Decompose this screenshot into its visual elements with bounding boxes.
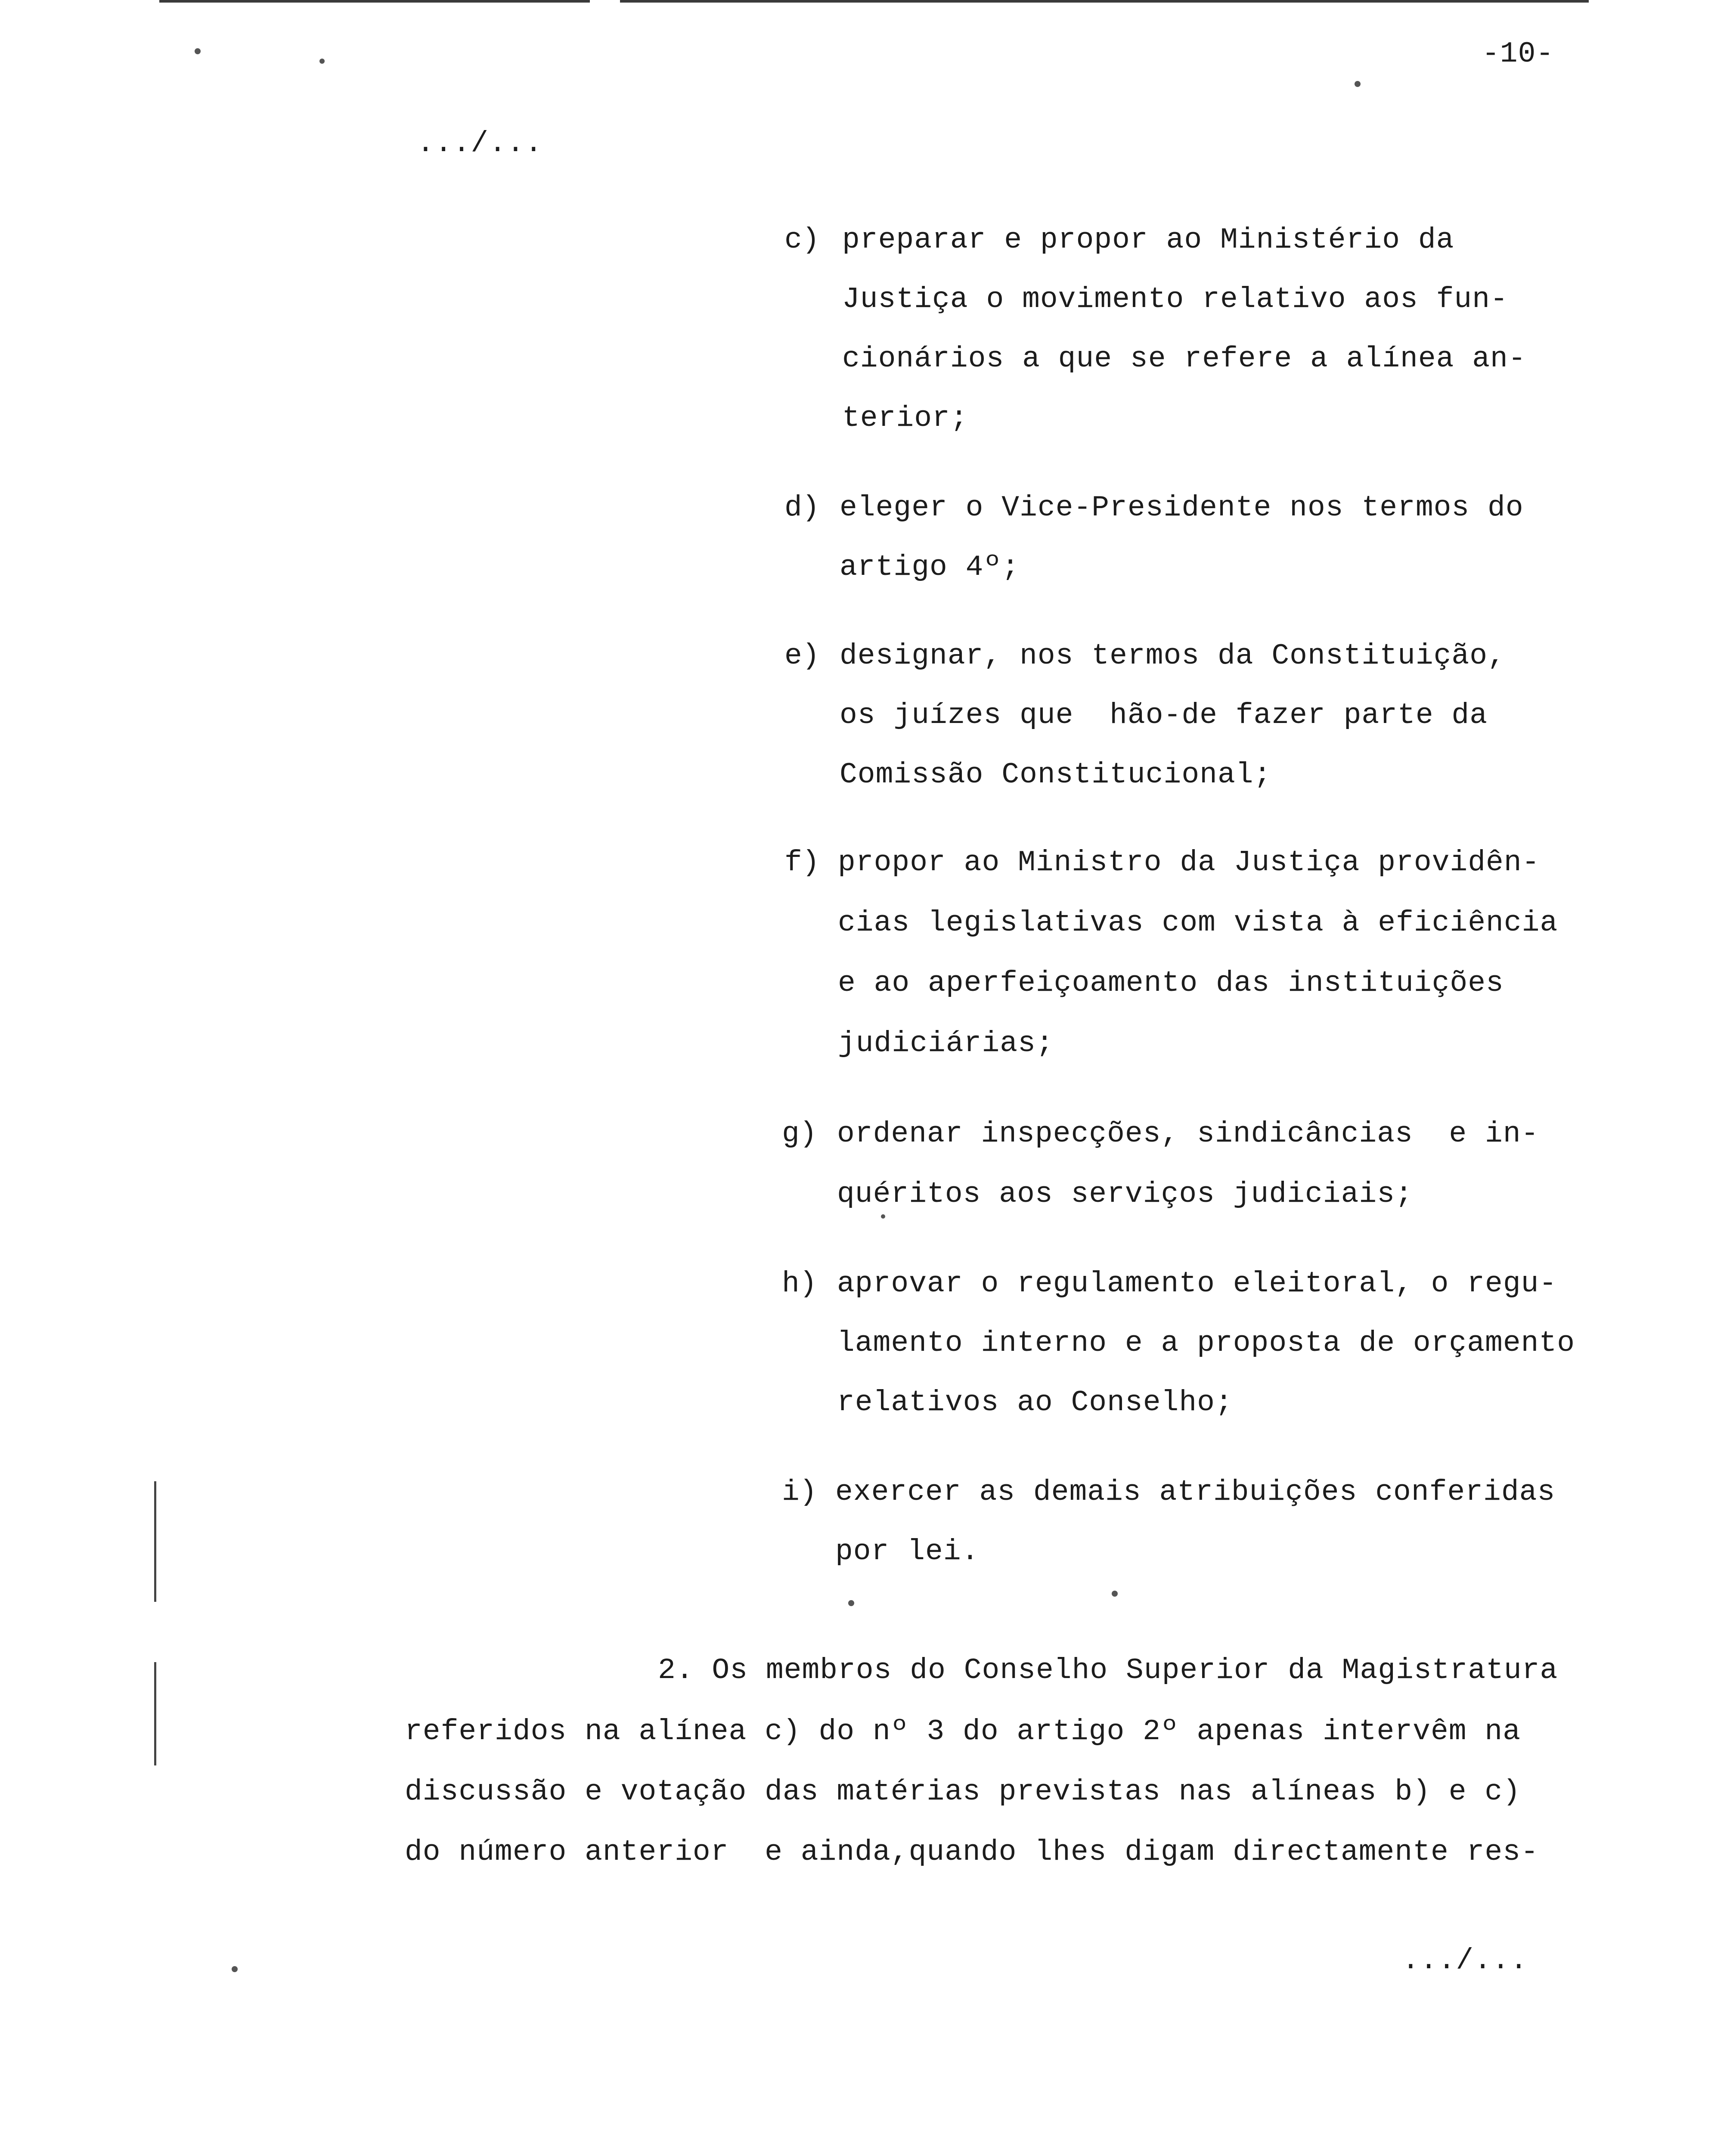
paragraph-line: referidos na alínea c) do nº 3 do artigo 2º apenas intervêm na	[405, 1715, 1521, 1748]
item-line: Comissão Constitucional;	[840, 758, 1272, 791]
item-line: cias legislativas com vista à eficiência	[838, 906, 1558, 940]
page-number: -10-	[1482, 37, 1554, 71]
scan-speck	[881, 1214, 885, 1219]
item-line: designar, nos termos da Constituição,	[840, 639, 1506, 673]
paragraph-line: do número anterior e ainda,quando lhes digam directamente res-	[405, 1836, 1539, 1869]
paragraph-line: discussão e votação das matérias previstas nas alíneas b) e c)	[405, 1775, 1521, 1809]
item-line: artigo 4º;	[840, 551, 1020, 584]
paragraph-line: 2. Os membros do Conselho Superior da Magistratura	[658, 1654, 1558, 1687]
scan-margin-mark	[154, 1662, 156, 1765]
item-label: c)	[784, 223, 820, 257]
scan-edge-line	[159, 0, 590, 3]
item-line: Justiça o movimento relativo aos fun-	[842, 283, 1508, 316]
item-label: i)	[782, 1476, 817, 1509]
item-label: e)	[784, 639, 820, 673]
item-line: os juízes que hão-de fazer parte da	[840, 699, 1488, 732]
item-line: preparar e propor ao Ministério da	[842, 223, 1454, 257]
item-line: quéritos aos serviços judiciais;	[837, 1178, 1413, 1211]
continuation-marker-top: .../...	[417, 127, 543, 160]
item-label: f)	[784, 846, 820, 879]
item-line: judiciárias;	[838, 1027, 1054, 1060]
scan-margin-mark	[154, 1481, 156, 1602]
item-line: eleger o Vice-Presidente nos termos do	[840, 491, 1524, 524]
item-line: lamento interno e a proposta de orçamento	[837, 1327, 1575, 1360]
scan-speck	[848, 1600, 854, 1606]
item-line: por lei.	[835, 1535, 980, 1568]
item-line: terior;	[842, 402, 968, 435]
scan-edge-line	[620, 0, 1589, 3]
continuation-marker-bottom: .../...	[1402, 1944, 1528, 1977]
item-line: cionários a que se refere a alínea an-	[842, 342, 1526, 375]
item-line: propor ao Ministro da Justiça providên-	[838, 846, 1540, 879]
item-label: g)	[782, 1117, 817, 1151]
item-label: d)	[784, 491, 820, 524]
scan-speck	[1355, 81, 1361, 87]
item-label: h)	[782, 1267, 817, 1300]
item-line: e ao aperfeiçoamento das instituições	[838, 967, 1504, 1000]
item-line: aprovar o regulamento eleitoral, o regu-	[837, 1267, 1557, 1300]
scan-speck	[1112, 1591, 1118, 1597]
scan-speck	[232, 1966, 238, 1972]
scan-speck	[319, 59, 325, 64]
item-line: relativos ao Conselho;	[837, 1386, 1233, 1419]
item-line: exercer as demais atribuições conferidas	[835, 1476, 1556, 1509]
item-line: ordenar inspecções, sindicâncias e in-	[837, 1117, 1539, 1151]
scan-speck	[195, 48, 201, 54]
